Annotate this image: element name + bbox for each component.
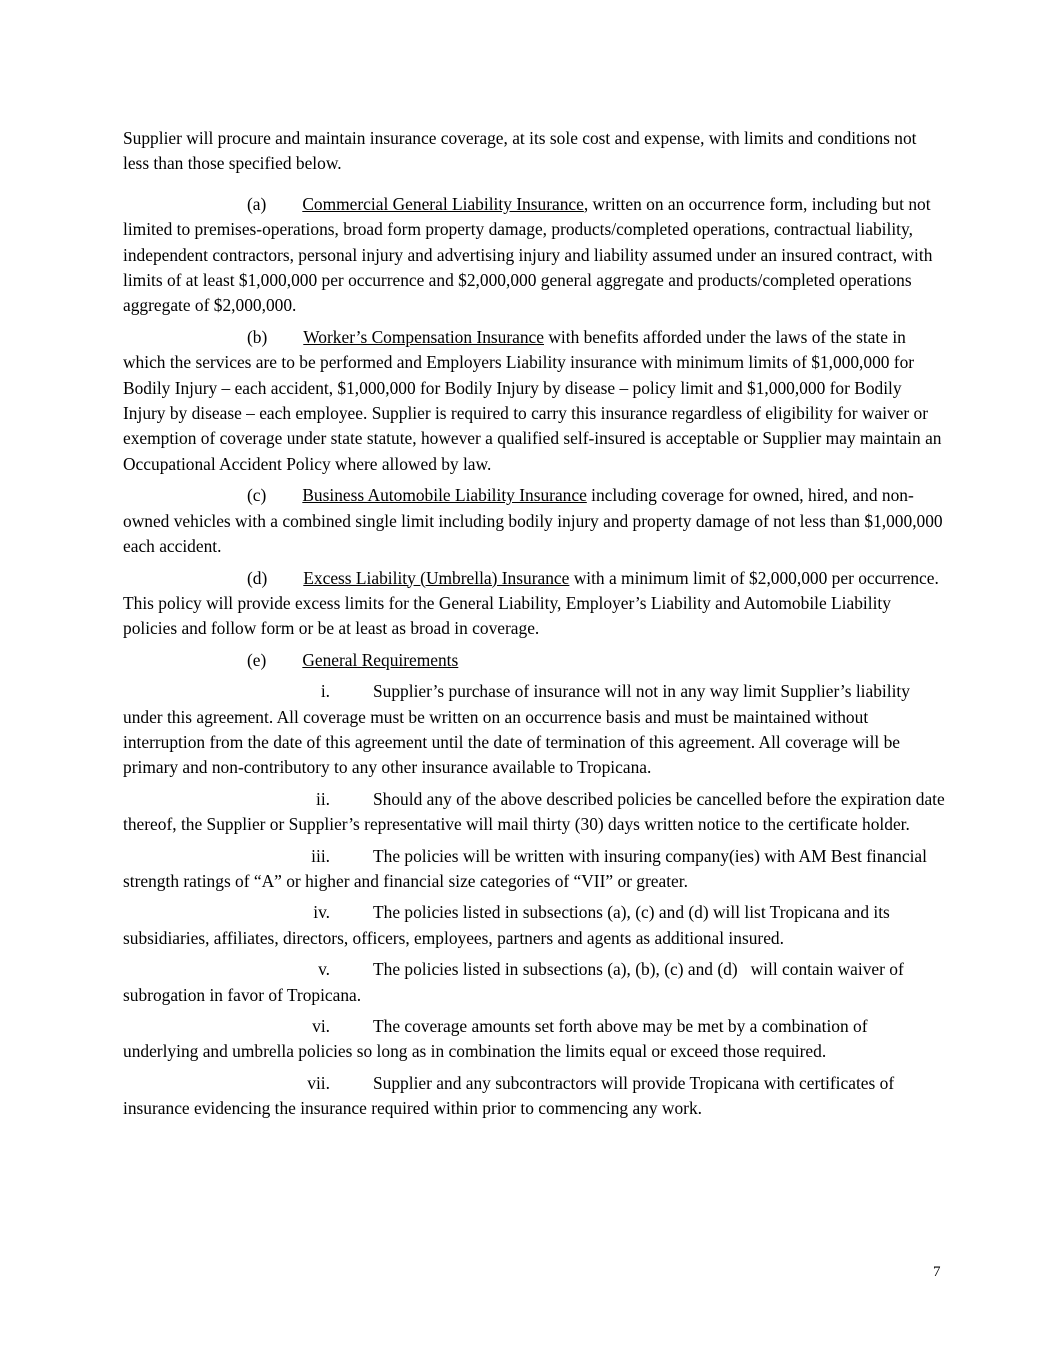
paragraph-vi (123, 1014, 945, 1065)
item-text: The policies listed in subsections (a), (b), (c) and (d) will contain waiver of subrogation in favor of Tropicana. (123, 959, 909, 1005)
item-text: Supplier and any subcontractors will provide Tropicana with certificates of insurance evidencing the insurance required within prior to commencing any work. (123, 1072, 899, 1119)
item-text: Should any of the above described policies be cancelled before the expiration date thereof, the Supplier or Supplier’s representative will mail thirty (30) days written notice to the certificate holder. (123, 788, 950, 835)
item-label: (e) (247, 649, 267, 670)
paragraph-text: Supplier will procure and maintain insurance coverage, at its sole cost and expense, with limits and conditions not less than those specified below. (123, 128, 921, 174)
item-text: The policies will be written with insuring company(ies) with AM Best financial strength ratings of “A” or higher and financial size categories of “VII” or greater. (123, 845, 932, 891)
item-text: with a minimum limit of $2,000,000 per occurrence. This policy will provide excess limits for the General Liability, Employer’s Liability and Automobile Liability policies and follow form or be at least as broad in coverage. (123, 567, 948, 639)
item-label: iii. (311, 845, 330, 866)
item-text: with benefits afforded under the laws of the state in which the services are to be performed and Employers Liability insurance with minimum limits of $1,000,000 for Bodily Injury – each accident, $1,000,000 for Bodily Injury by disease – policy limit and $1,000,000 for Bodily Injury by disease – each employee. Supplier is required to carry this insurance regardless of eligibility for waiver or exemption of coverage under state statute, however a qualified self-insured is acceptable or Supplier may maintain an Occupational Accident Policy where allowed by law. (123, 326, 946, 474)
item-text: including coverage for owned, hired, and non-owned vehicles with a combined single limit including bodily injury and property damage of not less than $1,000,000 each accident. (123, 485, 947, 557)
item-heading: General Requirements (302, 649, 459, 670)
item-heading: Commercial General Liability Insurance (302, 193, 584, 214)
item-heading: Worker’s Compensation Insurance (303, 326, 544, 347)
paragraph-vii (123, 1071, 945, 1122)
paragraph-v (123, 957, 945, 1008)
item-label: (b) (247, 326, 268, 347)
paragraph-i (123, 679, 945, 781)
item-label: vi. (312, 1016, 330, 1036)
paragraph-intro (123, 126, 945, 177)
document-body (123, 126, 950, 1128)
paragraph-iv (123, 900, 945, 951)
item-label: (d) (247, 567, 268, 588)
item-text: The policies listed in subsections (a), (c) and (d) will list Tropicana and its subsidiaries, affiliates, directors, officers, employees, partners and agents as additional insured. (123, 902, 895, 948)
paragraph-iii (123, 844, 945, 895)
item-heading: Excess Liability (Umbrella) Insurance (303, 567, 570, 588)
item-text: Supplier’s purchase of insurance will not in any way limit Supplier’s liability under this agreement. All coverage must be written on an occurrence basis and must be maintained without interruption from the date of this agreement until the date of termination of this agreement. All coverage will be primary and non-contributory to any other insurance available to Tropicana. (123, 681, 915, 778)
item-label: ii. (315, 788, 330, 809)
paragraph-e (123, 648, 945, 673)
item-label: v. (318, 959, 330, 980)
item-label: vii. (307, 1072, 330, 1093)
paragraph-d (123, 566, 948, 642)
item-label: iv. (313, 902, 330, 923)
item-heading: Business Automobile Liability Insurance (302, 485, 587, 506)
item-label: (c) (247, 485, 267, 506)
paragraph-a (123, 192, 945, 319)
paragraph-b (123, 325, 945, 477)
item-label: (a) (247, 193, 267, 214)
paragraph-c (123, 483, 945, 559)
paragraph-ii (123, 787, 950, 838)
item-label: i. (320, 681, 330, 702)
item-text: The coverage amounts set forth above may be met by a combination of underlying and umbrella policies so long as in combination the limits equal or exceed those required. (123, 1016, 872, 1062)
page-number: 7 (933, 1264, 941, 1280)
item-text: , written on an occurrence form, including but not limited to premises-operations, broad form property damage, products/completed operations, contractual liability, independent contractors, personal injury and advertising injury and liability assumed under an insured contract, with limits of at least $1,000,000 per occurrence and $2,000,000 general aggregate and products/completed operations aggregate of $2,000,000. (123, 193, 937, 316)
